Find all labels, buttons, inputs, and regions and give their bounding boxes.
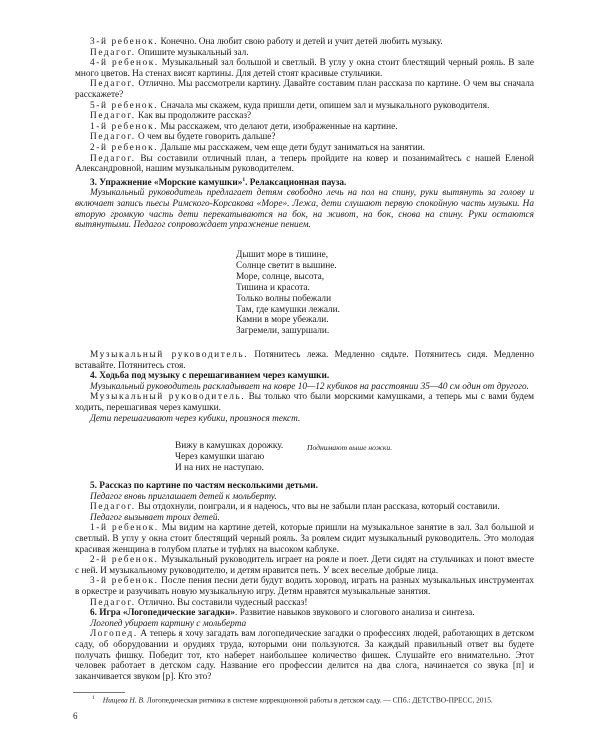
section-5-heading: 5. Рассказ по картине по частям несколькими детьми. [90,481,318,491]
section-3-heading [75,175,534,189]
speaker: 3-й ребенок. [90,576,159,587]
line-text: Мы видим на картине детей, которые пришли на музыкальное занятие в зал. Зал большой и светлый. В углу у окна стоит блестящий черный рояль. За роялем сидит музыкальный руководитель. Это молодая красивая женщина в голубом платье и туфлях на высоком каблуке. [75,523,535,555]
paragraph [75,111,534,122]
speaker: 2-й ребенок. [90,555,159,566]
speaker: Педагог. [90,153,136,164]
paragraph [75,154,534,175]
speaker: Музыкальный руководитель. [90,392,246,403]
poem-action-note: Поднимают выше ножки. [307,443,393,452]
dialogue-block-b [75,350,534,424]
paragraph [75,58,534,79]
stage-direction: Логопед убирает картину с мольберта [90,618,247,629]
paragraph [75,598,534,609]
poem-line: И на них не наступаю. [175,462,265,473]
speaker: Педагог. [90,47,136,58]
poem-line: Через камушки шагаю [175,451,265,462]
poem-line: Вижу в камушках дорожку. [175,441,284,451]
paragraph [75,523,534,555]
poem-line: Море, солнце, высота, [236,271,325,282]
line-text: Мы расскажем, что делают дети, изображенные на картине. [158,121,398,132]
section-4-heading: 4. Ходьба под музыку с перешагиванием через камушки. [90,371,330,382]
line-text: Музыкальный руководитель играет на рояле и поет. Дети сидят на стульчиках и поют вместе с ней. И музыкальному руководителю, и детям нравится петь. У всех веселые добрые лица. [75,555,534,576]
paragraph [75,350,534,371]
paragraph [75,48,534,59]
poem-line: Там, где камушки лежали. [236,304,340,315]
line-text: Как вы продолжите рассказ? [135,111,252,122]
poem-line: Только волны побежали [236,293,332,304]
footnote-divider [73,692,125,693]
footnote [92,695,493,704]
stage-direction: Педагог вновь приглашает детей к мольберту. [90,491,277,502]
line-text: Сначала мы скажем, куда пришли дети, опишем зал и музыкального руководителя. [158,100,490,111]
paragraph [75,143,534,154]
line-text: Отлично. Мы рассмотрели картину. Давайте составим план рассказа по картине. О чем вы сначала расскажете? [75,79,534,100]
poem-line: Солнце светит в вышине. [236,260,337,271]
speaker: Педагог. [90,79,136,90]
paragraph [75,122,534,133]
speaker: Педагог. [90,597,136,608]
heading-text: 6. Игра «Логопедические загадки» [90,608,236,619]
paragraph [75,37,534,48]
poem-sea-pebbles [236,250,340,337]
line-text: После пения песни дети будут водить хоровод, играть на разных музыкальных инструментах в оркестре и разучивать новую музыкальную игру. Детям нравятся музыкальные занятия. [75,576,535,597]
paragraph [75,502,534,513]
stage-direction: Дети перешагивают через кубики, произнося текст. [90,413,301,424]
speaker: Педагог. [90,111,136,122]
stage-direction: Музыкальный руководитель предлагает детям свободно лечь на пол на спину, руки вытянуть за голову и включает запись пьесы Римского-Корсакова «Море». Лежа, дети слушают первую спокойную часть музыки. На вторую громкую часть дети перекатываются на бок, на живот, на бок, снова на спину. Руки остаются вытянутыми. Педагог сопровождает упражнение пением. [75,188,534,231]
speaker: Педагог. [90,502,136,513]
paragraph [75,132,534,143]
paragraph [75,101,534,112]
line-text: Дальше мы расскажем, чем еще дети будут заниматься на занятии. [158,142,425,153]
line-text: Потянитесь лежа. Медленно сядьте. Потянитесь сидя. Медленно вставайте. Потянитесь стоя. [75,350,534,371]
footnote-mark: 1 [92,695,95,701]
line-text: Вы отдохнули, поиграли, и я надеюсь, что вы не забыли план рассказа, который составили. [135,502,500,513]
footnote-text: Логопедическая ритмика в системе коррекционной работы в детском саду. — СПб.: ДЕТСТВО-ПРЕСС, 2015. [144,695,493,705]
paragraph [75,629,534,682]
line-text: Опишите музыкальный зал. [135,47,249,58]
speaker: 3-й ребенок. [90,37,159,47]
speaker: 2-й ребенок. [90,142,159,153]
poem-line: Камни в море убежали. [236,315,329,326]
speaker: Музыкальный руководитель. [90,350,249,360]
line-text: Вы только что были морскими камушками, а теперь мы с вами будем ходить, перешагивая через камушки. [75,392,534,413]
line-text: Музыкальный зал большой и светлый. В углу у окна стоит блестящий черный рояль. В зале много цветов. На стенах висят картины. Для детей стоят красивые стульчики. [75,58,534,79]
page-number: 6 [73,711,78,721]
line-text: Отлично. Вы составили чудесный рассказ! [135,597,308,608]
paragraph [75,555,534,576]
paragraph [75,79,534,100]
section-6-heading [75,608,534,619]
footnote-ref[interactable]: 1 [242,176,246,183]
footnote-author: Нищева Н. В. [102,695,145,705]
stage-direction: Музыкальный руководитель раскладывает на ковре 10—12 кубиков на расстоянии 35—40 см один от другого. [90,381,529,392]
heading-text: 3. Упражнение «Морские камушки» [90,177,243,188]
dialogue-block-c [75,481,534,682]
speaker: Логопед. [90,629,138,640]
poem-line: Загремели, зашуршали. [236,326,330,337]
heading-text: . Развитие навыков звукового и слогового анализа и синтеза. [235,608,475,619]
line-text: Конечно. Она любит свою работу и детей и учит детей любить музыку. [158,37,443,47]
speaker: 1-й ребенок. [90,523,159,534]
speaker: 1-й ребенок. [90,121,159,132]
dialogue-block-a [75,37,534,231]
speaker: Педагог. [90,132,136,143]
paragraph [75,576,534,597]
poem-line: Тишина и красота. [236,282,310,293]
line-text: О чем вы будете говорить дальше? [135,132,276,143]
poem-line: Дышит море в тишине, [236,250,329,260]
line-text: А теперь я хочу загадать вам логопедические загадки о профессиях людей, работающих в детском саду, об оборудовании и орудиях труда, которыми они пользуются. За каждый правильный ответ вы будете получать фишку. Победит тот, кто наберет наибольшее количество фишек. Слушайте его внимательно. Этот человек работает в детском саду. Название его профессии делится на два слога, начинается со звука [п] и заканчивается звуком [р]. Кто это? [75,629,534,682]
speaker: 4-й ребенок. [90,58,159,69]
heading-text: . Релаксационная пауза. [245,177,347,188]
paragraph [75,392,534,413]
stage-direction: Педагог вызывает троих детей. [90,512,220,523]
poem-walking [175,441,283,474]
speaker: 5-й ребенок. [90,100,159,111]
line-text: Вы составили отличный план, а теперь пройдите на ковер и позанимайтесь с нашей Еленой Александровной, нашим музыкальным руководителем. [75,153,534,175]
